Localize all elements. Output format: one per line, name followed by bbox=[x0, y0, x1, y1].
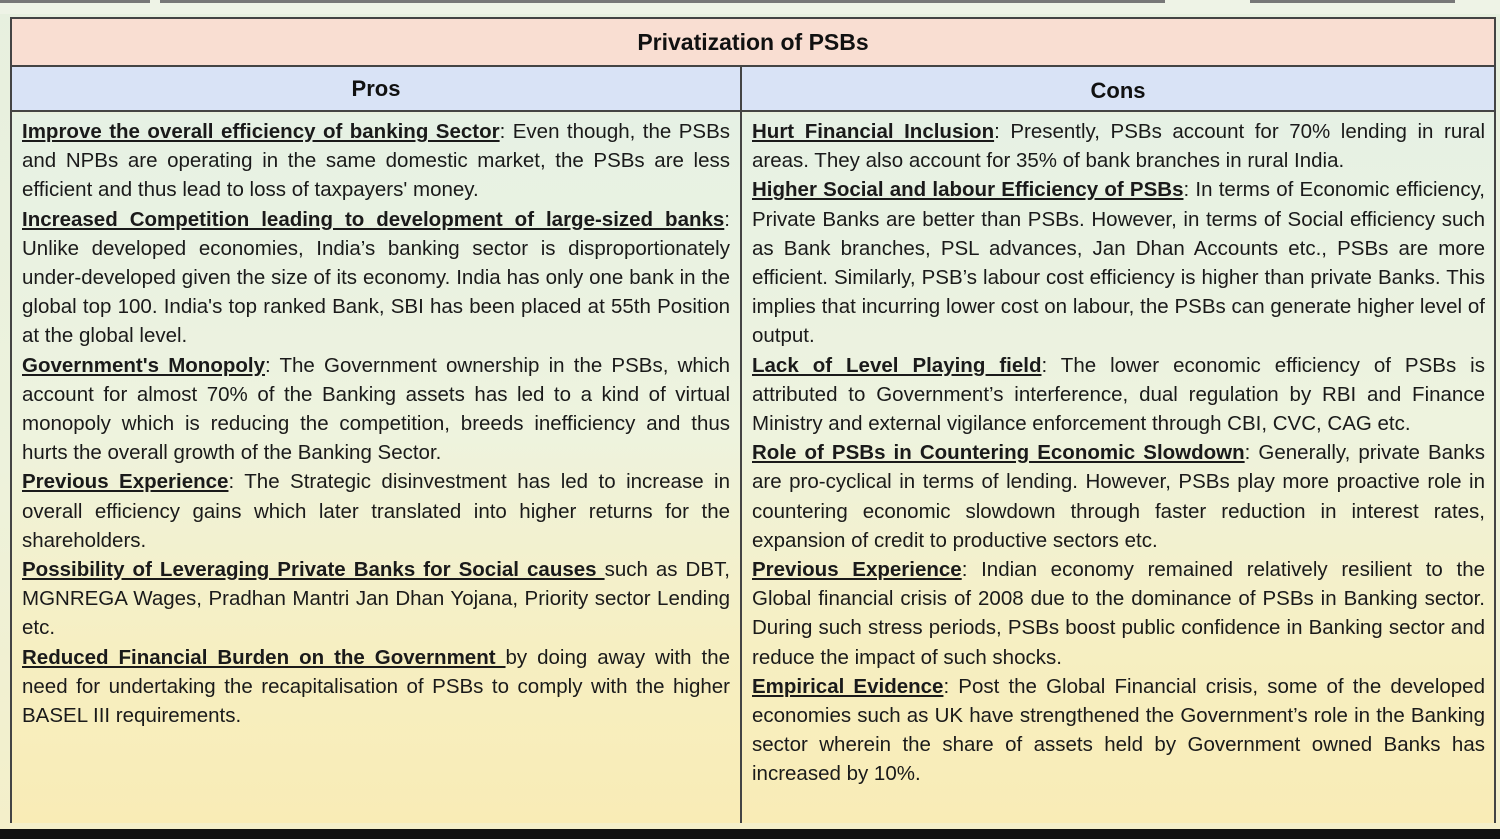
pros-item bbox=[22, 351, 730, 468]
pros-item-keyword: Improve the overall efficiency of banking Sector bbox=[22, 120, 500, 143]
pros-item bbox=[22, 205, 730, 351]
pros-item-text: The Government ownership in the PSBs, which account for almost 70% of the Banking assets has led to a kind of virtual monopoly which is reducing the competition, breeds inefficiency and thus hurts the overall growth of the Banking Sector. bbox=[22, 353, 730, 465]
cons-item-keyword: Previous Experience bbox=[752, 558, 962, 582]
cons-item-separator: : bbox=[1183, 178, 1190, 202]
pros-item bbox=[22, 643, 730, 731]
cons-item-keyword: Role of PSBs in Countering Economic Slowdown bbox=[752, 441, 1245, 465]
pros-item bbox=[22, 467, 730, 555]
cons-item bbox=[752, 175, 1485, 350]
table-title: Privatization of PSBs bbox=[12, 19, 1494, 67]
top-strip bbox=[0, 0, 1500, 14]
bottom-bar bbox=[0, 829, 1500, 839]
cons-item-text: Indian economy remained relatively resilient to the Global financial crisis of 2008 due to the dominance of PSBs in Banking sector. During such stress periods, PSBs boost public confidence in Banking sector and reduce the impact of such shocks. bbox=[752, 558, 1485, 669]
pros-column bbox=[22, 117, 730, 730]
top-rule-left bbox=[0, 0, 150, 3]
pros-item-separator: : bbox=[265, 353, 271, 377]
cons-item-separator: : bbox=[1244, 441, 1251, 465]
pros-item-keyword: Previous Experience bbox=[22, 470, 229, 494]
cons-item-keyword: Higher Social and labour Efficiency of PSBs bbox=[752, 178, 1184, 202]
cons-item-text: In terms of Economic efficiency, Private Banks are better than PSBs. However, in terms of Social efficiency such as Bank branches, PSL advances, Jan Dhan Accounts etc., PSBs are more efficient. Similarly, PSB’s labour cost efficiency is higher than private Banks. This implies that incurring lower cost on labour, the PSBs can generate higher level of output. bbox=[752, 178, 1486, 348]
cons-item-text: Presently, PSBs account for 70% lending in rural areas. They also account for 35% of bank branches in rural India. bbox=[752, 120, 1486, 173]
pros-item-separator: : bbox=[228, 470, 235, 494]
header-row bbox=[12, 67, 1494, 112]
pros-item bbox=[22, 117, 730, 205]
cons-item-text: The lower economic efficiency of PSBs is attributed to Government’s interference, dual regulation by RBI and Finance Ministry and external vigilance enforcement through CBI, CVC, CAG etc. bbox=[752, 353, 1485, 436]
cons-item-separator: : bbox=[1041, 353, 1048, 377]
cons-column bbox=[752, 117, 1485, 789]
pros-item-text: The Strategic disinvestment has led to increase in overall efficiency gains which later translated into higher returns for the shareholders. bbox=[22, 470, 731, 552]
cons-item bbox=[752, 672, 1485, 789]
pros-item-text: Unlike developed economies, India’s banking sector is disproportionately under-developed given the size of its economy. India has only one bank in the global top 100. India's top ranked Bank, SBI has been placed at 55th Position at the global level. bbox=[22, 236, 730, 348]
pros-item-text: by doing away with the need for undertaking the recapitalisation of PSBs to comply with the higher BASEL III requirements. bbox=[22, 645, 730, 728]
cons-item bbox=[752, 555, 1485, 672]
cons-item-text: Generally, private Banks are pro-cyclical in terms of lending. However, PSBs play more proactive role in countering economic slowdown through faster reduction in interest rates, expansion of credit to productive sectors etc. bbox=[752, 441, 1485, 552]
column-divider bbox=[740, 67, 742, 823]
cons-item-keyword: Hurt Financial Inclusion bbox=[752, 120, 995, 143]
pros-item-text: such as DBT, MGNREGA Wages, Pradhan Mantri Jan Dhan Yojana, Priority sector Lending etc. bbox=[22, 558, 730, 640]
cons-item bbox=[752, 351, 1485, 439]
top-rule-middle bbox=[160, 0, 1165, 3]
cons-item bbox=[752, 438, 1485, 555]
pros-header: Pros bbox=[351, 75, 401, 101]
pros-item-separator: : bbox=[499, 120, 506, 143]
pros-item-keyword: Possibility of Leveraging Private Banks for Social causes bbox=[22, 558, 605, 582]
cons-item-keyword: Empirical Evidence bbox=[752, 674, 944, 698]
pros-item bbox=[22, 555, 730, 643]
cons-item-separator: : bbox=[961, 558, 968, 582]
cons-item-separator: : bbox=[943, 674, 950, 698]
cons-item bbox=[752, 117, 1485, 175]
cons-item-keyword: Lack of Level Playing field bbox=[752, 353, 1042, 377]
pros-item-keyword: Government's Monopoly bbox=[22, 353, 265, 377]
pros-item-text: Even though, the PSBs and NPBs are operating in the same domestic market, the PSBs are less efficient and thus lead to loss of taxpayers' money. bbox=[22, 120, 730, 202]
pros-item-keyword: Reduced Financial Burden on the Government bbox=[22, 645, 506, 669]
cons-item-text: Post the Global Financial crisis, some of the developed economies such as UK have strengthened the Government’s role in the Banking sector wherein the share of assets held by Government owned Banks has increased by 10%. bbox=[752, 674, 1485, 786]
cons-item-separator: : bbox=[994, 120, 1000, 143]
cons-header: Cons bbox=[1090, 77, 1146, 103]
pros-cons-table bbox=[10, 17, 1496, 823]
body-row bbox=[12, 114, 1494, 823]
pros-item-keyword: Increased Competition leading to development of large-sized banks bbox=[22, 207, 725, 231]
pros-item-separator: : bbox=[724, 207, 730, 231]
top-rule-right bbox=[1250, 0, 1455, 3]
